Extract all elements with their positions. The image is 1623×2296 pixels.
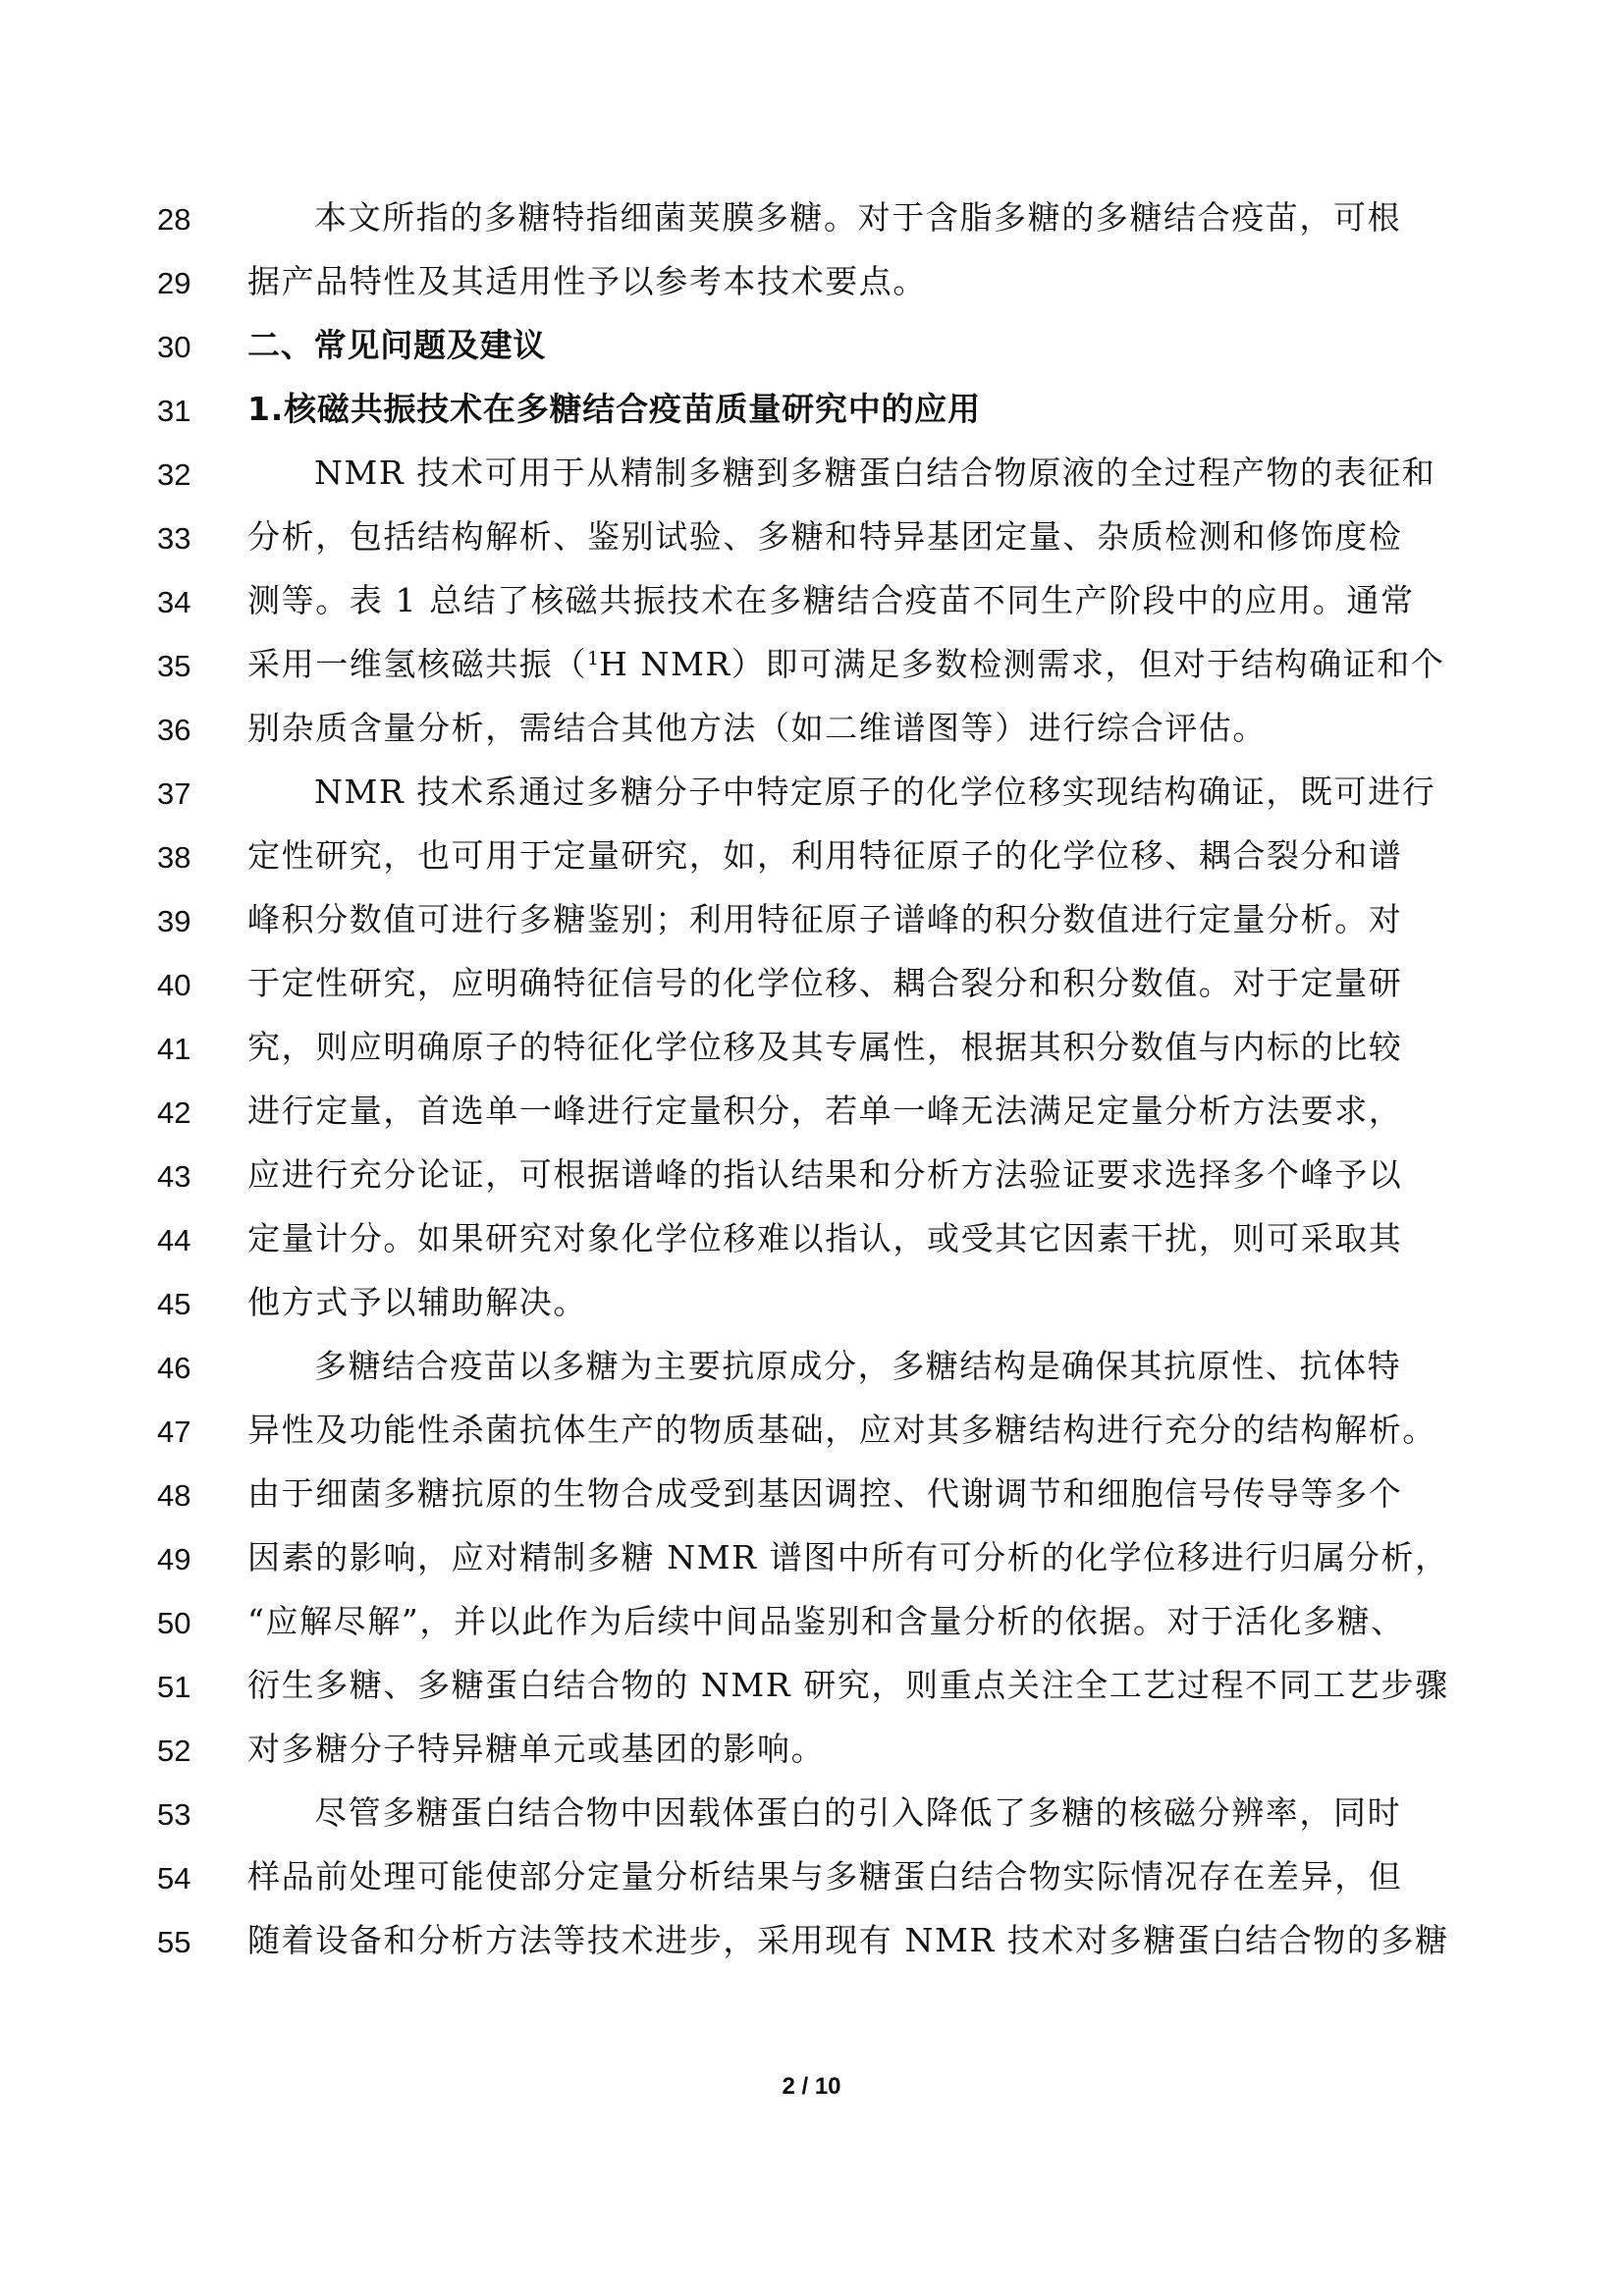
line-text: “应解尽解”，并以此作为后续中间品鉴别和含量分析的依据。对于活化多糖、: [247, 1602, 1405, 1640]
line-text: 由于细菌多糖抗原的生物合成受到基因调控、代谢调节和细胞信号传导等多个: [247, 1474, 1403, 1513]
text-line: [0, 890, 1623, 955]
text-line: [0, 444, 1623, 508]
line-number: 44: [157, 1223, 191, 1257]
text-line: [0, 954, 1623, 1019]
line-number: 36: [157, 713, 191, 747]
line-text: 随着设备和分析方法等技术进步，采用现有 NMR 技术对多糖蛋白结合物的多糖: [247, 1921, 1449, 1959]
line-text: 峰积分数值可进行多糖鉴别；利用特征原子谱峰的积分数值进行定量分析。对: [247, 900, 1403, 938]
line-text: 本文所指的多糖特指细菌荚膜多糖。对于含脂多糖的多糖结合疫苗，可根: [314, 198, 1402, 237]
line-number: 50: [157, 1606, 191, 1640]
line-number: 52: [157, 1734, 191, 1768]
line-number: 48: [157, 1478, 191, 1513]
line-text: 尽管多糖蛋白结合物中因载体蛋白的引入降低了多糖的核磁分辨率，同时: [314, 1793, 1402, 1832]
line-number: 55: [157, 1925, 191, 1959]
text-line: [0, 188, 1623, 253]
text-line: [0, 635, 1623, 700]
line-text: 应进行充分论证，可根据谱峰的指认结果和分析方法验证要求选择多个峰予以: [247, 1155, 1403, 1194]
text-line: [0, 1911, 1623, 1976]
line-text: [247, 645, 1445, 684]
line-number: 42: [157, 1095, 191, 1130]
line-text: 分析，包括结构解析、鉴别试验、多糖和特异基团定量、杂质检测和修饰度检: [247, 517, 1403, 556]
line-number: 35: [157, 649, 191, 683]
line-text: 样品前处理可能使部分定量分析结果与多糖蛋白结合物实际情况存在差异，但: [247, 1857, 1403, 1896]
line-text: NMR 技术可用于从精制多糖到多糖蛋白结合物原液的全过程产物的表征和: [314, 454, 1436, 492]
line-number: 47: [157, 1415, 191, 1449]
text-line: [0, 763, 1623, 828]
text-line: [0, 571, 1623, 636]
line-text: 别杂质含量分析，需结合其他方法（如二维谱图等）进行综合评估。: [247, 709, 1267, 747]
text-line: [0, 252, 1623, 317]
text-line: [0, 699, 1623, 764]
line-number: 49: [157, 1542, 191, 1576]
line-text: 多糖结合疫苗以多糖为主要抗原成分，多糖结构是确保其抗原性、抗体特: [314, 1347, 1402, 1385]
line-text: 因素的影响，应对精制多糖 NMR 谱图中所有可分析的化学位移进行归属分析，: [247, 1538, 1449, 1576]
line-number: 46: [157, 1351, 191, 1385]
text-line: [0, 1018, 1623, 1083]
text-line: [0, 1784, 1623, 1848]
line-number: 39: [157, 904, 191, 938]
line-text-pre: 采用一维氢核磁共振（: [247, 645, 587, 683]
text-line: [0, 1847, 1623, 1912]
text-line: [0, 1401, 1623, 1466]
line-text: 究，则应明确原子的特征化学位移及其专属性，根据其积分数值与内标的比较: [247, 1028, 1403, 1066]
text-line: [0, 1337, 1623, 1402]
line-number: 51: [157, 1670, 191, 1704]
line-number: 45: [157, 1287, 191, 1321]
line-number: 38: [157, 840, 191, 875]
line-number: 29: [157, 266, 191, 300]
text-line: [0, 1146, 1623, 1210]
line-number: 34: [157, 585, 191, 619]
text-line: [0, 1592, 1623, 1657]
section-heading-line: [0, 316, 1623, 381]
line-number: 40: [157, 968, 191, 1002]
text-line: [0, 1528, 1623, 1593]
line-number: 31: [157, 394, 191, 428]
page-number: 2 / 10: [782, 2073, 841, 2100]
line-text: 进行定量，首选单一峰进行定量积分，若单一峰无法满足定量分析方法要求，: [247, 1092, 1403, 1130]
text-line: [0, 1273, 1623, 1338]
text-line: [0, 1209, 1623, 1274]
text-line: [0, 1465, 1623, 1529]
line-text: 他方式予以辅助解决。: [247, 1283, 587, 1321]
text-line: [0, 1082, 1623, 1147]
line-text: 测等。表 1 总结了核磁共振技术在多糖结合疫苗不同生产阶段中的应用。通常: [247, 581, 1415, 619]
line-text-post: H NMR）即可满足多数检测需求，但对于结构确证和个: [599, 645, 1445, 683]
line-text: 于定性研究，应明确特征信号的化学位移、耦合裂分和积分数值。对于定量研: [247, 964, 1403, 1002]
subsection-heading: 1.核磁共振技术在多糖结合疫苗质量研究中的应用: [247, 390, 981, 428]
line-text: 据产品特性及其适用性予以参考本技术要点。: [247, 262, 927, 300]
line-number: 43: [157, 1159, 191, 1194]
line-number: 33: [157, 521, 191, 556]
line-text: 异性及功能性杀菌抗体生产的物质基础，应对其多糖结构进行充分的结构解析。: [247, 1411, 1436, 1449]
text-line: [0, 507, 1623, 572]
line-text: 对多糖分子特异糖单元或基团的影响。: [247, 1730, 826, 1768]
line-number: 30: [157, 330, 191, 364]
line-number: 54: [157, 1861, 191, 1896]
line-text: 定性研究，也可用于定量研究，如，利用特征原子的化学位移、耦合裂分和谱: [247, 836, 1403, 875]
superscript: 1: [587, 648, 600, 669]
section-heading: 二、常见问题及建议: [247, 326, 547, 364]
subsection-heading-line: [0, 380, 1623, 445]
line-number: 32: [157, 457, 191, 492]
line-text: NMR 技术系通过多糖分子中特定原子的化学位移实现结构确证，既可进行: [314, 773, 1436, 811]
line-number: 28: [157, 202, 191, 237]
line-number: 53: [157, 1797, 191, 1832]
text-line: [0, 1656, 1623, 1721]
line-number: 41: [157, 1032, 191, 1066]
line-number: 37: [157, 776, 191, 811]
line-text: 衍生多糖、多糖蛋白结合物的 NMR 研究，则重点关注全工艺过程不同工艺步骤: [247, 1666, 1449, 1704]
text-line: [0, 1720, 1623, 1785]
text-line: [0, 827, 1623, 891]
line-text: 定量计分。如果研究对象化学位移难以指认，或受其它因素干扰，则可采取其: [247, 1219, 1403, 1257]
